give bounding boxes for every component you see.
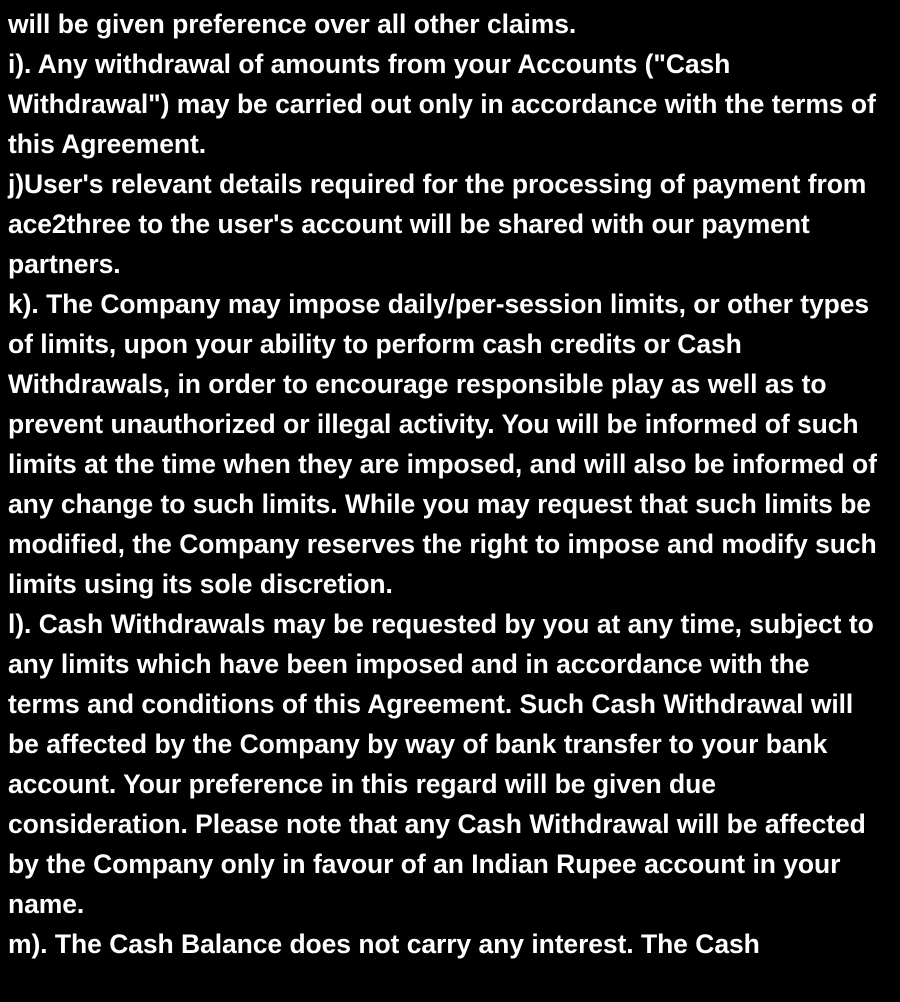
document-paragraph: l). Cash Withdrawals may be requested by you at any time, subject to any limits which have been imposed and in accordance with the terms and conditions of this Agreement. Such Cash Withdrawal will be affected by the Company by way of bank transfer to your bank account. Your preference in this regard will be given due consideration. Please note that any Cash Withdrawal will be affected by the Company only in favour of an Indian Rupee account in your name. [8,609,874,919]
document-paragraph: i). Any withdrawal of amounts from your Accounts ("Cash Withdrawal") may be carried out only in accordance with the terms of this Agreement. [8,49,876,159]
document-paragraph: will be given preference over all other claims. [8,9,577,39]
document-paragraph: j)User's relevant details required for the processing of payment from ace2three to the user's account will be shared with our payment partners. [8,169,867,279]
document-paragraph: k). The Company may impose daily/per-session limits, or other types of limits, upon your ability to perform cash credits or Cash Withdrawals, in order to encourage responsible play as well as to prevent unauthorized or illegal activity. You will be informed of such limits at the time when they are imposed, and will also be informed of any change to such limits. While you may request that such limits be modified, the Company reserves the right to impose and modify such limits using its sole discretion. [8,289,877,599]
document-paragraph: m). The Cash Balance does not carry any interest. The Cash [8,929,760,959]
